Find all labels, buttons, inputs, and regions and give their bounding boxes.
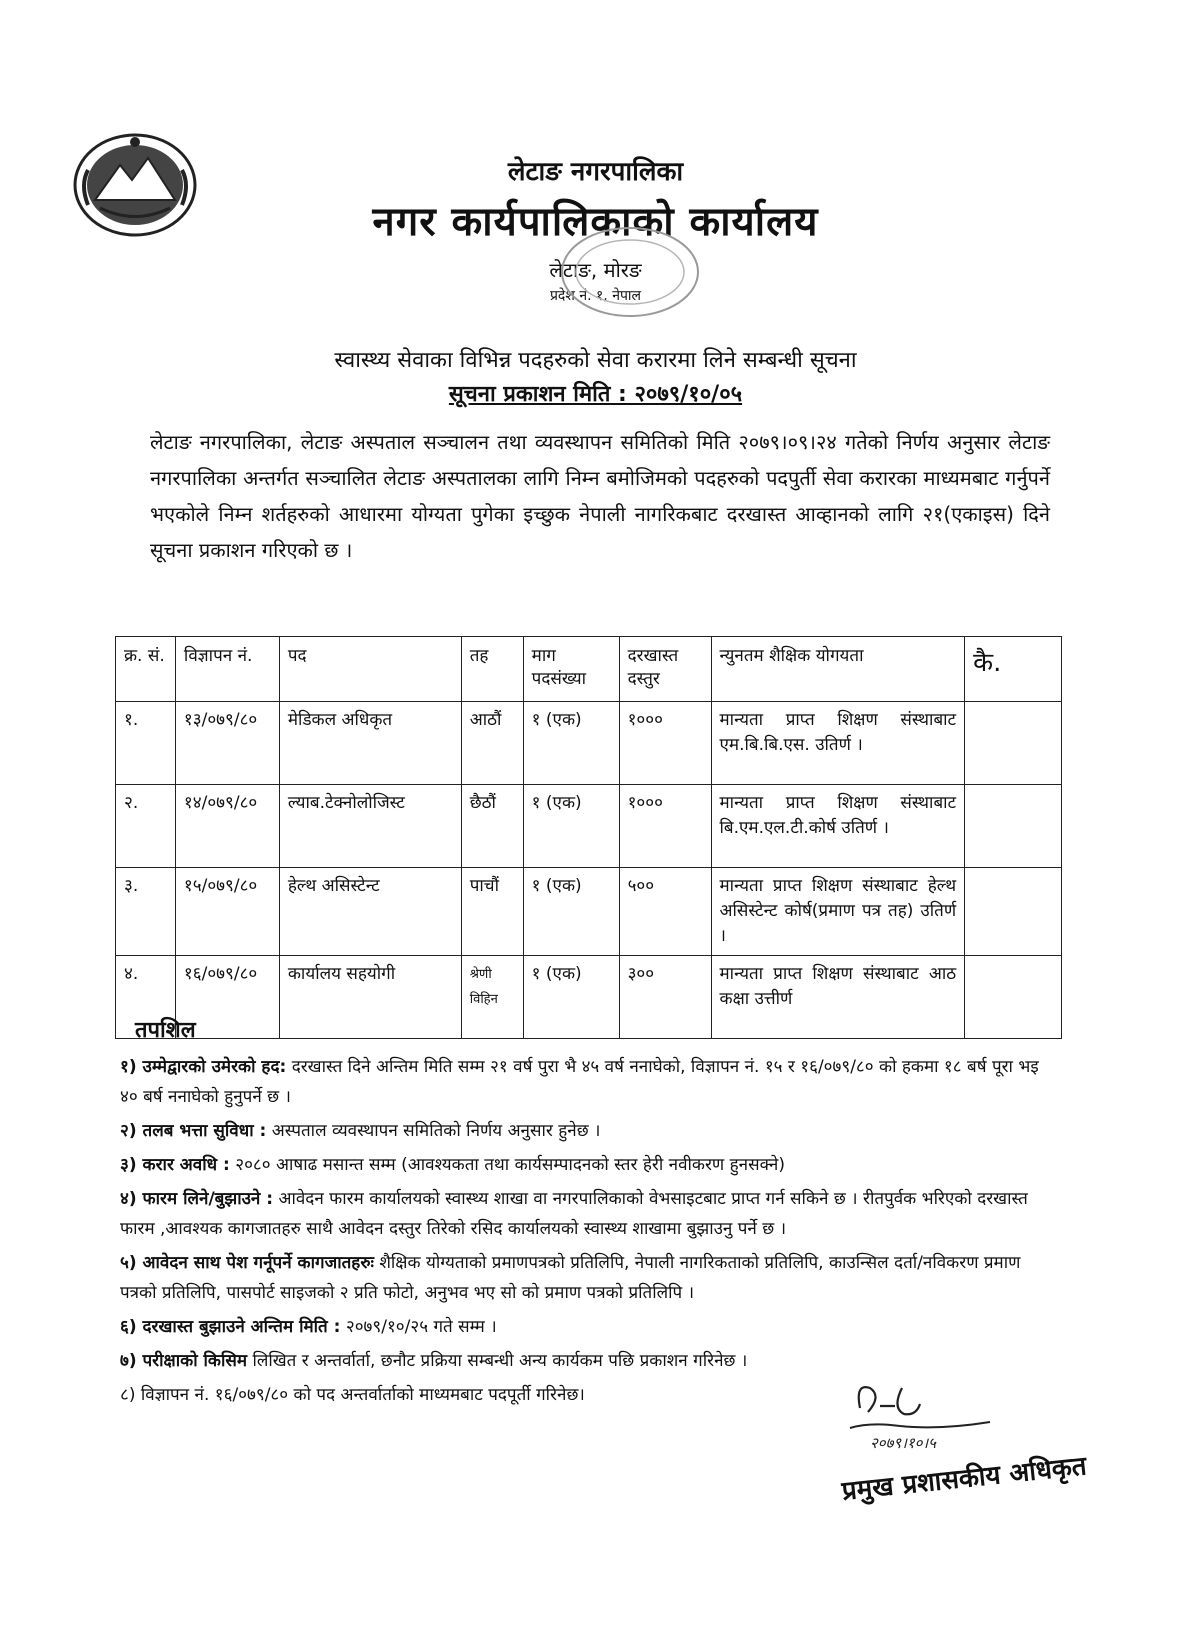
term-item bbox=[120, 1150, 1060, 1180]
term-item bbox=[120, 1346, 1060, 1376]
cell-fee: ३०० bbox=[619, 956, 711, 1039]
term-text: अस्पताल व्यवस्थापन समितिको निर्णय अनुसार हुनेछ । bbox=[271, 1121, 601, 1141]
cell-post: मेडिकल अधिकृत bbox=[279, 702, 461, 785]
term-text: २०७९/१०/२५ गते सम्म । bbox=[345, 1317, 497, 1337]
table-row bbox=[116, 868, 1062, 956]
cell-fee: ५०० bbox=[619, 868, 711, 956]
term-text: २०८० आषाढ मसान्त सम्म (आवश्यकता तथा कार्यसम्पादनको स्तर हेरी नवीकरण हुनसक्ने) bbox=[235, 1155, 785, 1175]
col-header-count: माग पदसंख्या bbox=[523, 637, 619, 702]
col-header-remarks: कै. bbox=[965, 637, 1062, 702]
notice-title: स्वास्थ्य सेवाका विभिन्न पदहरुको सेवा करारमा लिने सम्बन्धी सूचना bbox=[334, 348, 857, 373]
cell-serial: ४. bbox=[116, 956, 176, 1039]
cell-remarks bbox=[965, 868, 1062, 956]
cell-serial: ३. bbox=[116, 868, 176, 956]
cell-ad-no: १६/०७९/८० bbox=[175, 956, 279, 1039]
cell-ad-no: १४/०७९/८० bbox=[175, 785, 279, 868]
term-item bbox=[120, 1052, 1060, 1112]
cell-level: श्रेणी विहिन bbox=[461, 956, 523, 1039]
term-text: शैक्षिक योग्यताको प्रमाणपत्रको प्रतिलिपि, नेपाली नागरिकताको प्रतिलिपि, काउन्सिल दर्ता/नविकरण प्रमाण पत्रको प्रतिलिपि, पासपोर्ट साइजको २ प्रति फोटो, अनुभव भए सो को प्रमाण पत्रको प्रतिलिपि । bbox=[120, 1253, 1021, 1303]
cell-qualification: मान्यता प्राप्त शिक्षण संस्थाबाट बि.एम.एल.टी.कोर्ष उतिर्ण । bbox=[711, 785, 965, 868]
terms-heading: तपशिल bbox=[135, 1018, 196, 1043]
term-label: ६) दरखास्त बुझाउने अन्तिम मिति : bbox=[120, 1317, 341, 1337]
col-header-ad-no: विज्ञापन नं. bbox=[175, 637, 279, 702]
cell-serial: २. bbox=[116, 785, 176, 868]
cell-ad-no: १५/०७९/८० bbox=[175, 868, 279, 956]
cell-level: पाचौं bbox=[461, 868, 523, 956]
cell-remarks bbox=[965, 702, 1062, 785]
cell-post: ल्याब.टेक्नोलोजिस्ट bbox=[279, 785, 461, 868]
term-text: आवेदन फारम कार्यालयको स्वास्थ्य शाखा वा नगरपालिकाको वेभसाइटबाट प्राप्त गर्न सकिने छ । रीतपुर्वक भरिएको दरखास्त फारम ,आवश्यक कागजातहरु साथै आवेदन दस्तुर तिरेको रसिद कार्यालयको स्वास्थ्य शाखामा बुझाउनु पर्ने छ । bbox=[120, 1189, 1028, 1239]
col-header-qualification: न्युनतम शैक्षिक योगयता bbox=[711, 637, 965, 702]
term-label: १) उम्मेद्वारको उमेरको हद: bbox=[120, 1057, 287, 1077]
table-row bbox=[116, 956, 1062, 1039]
cell-count: १ (एक) bbox=[523, 956, 619, 1039]
term-text: ८) विज्ञापन नं. १६/०७९/८० को पद अन्तर्वार्ताको माध्यमबाट पदपूर्ती गरिनेछ। bbox=[120, 1385, 585, 1405]
term-label: २) तलब भत्ता सुविधा : bbox=[120, 1121, 267, 1141]
col-header-post: पद bbox=[279, 637, 461, 702]
cell-remarks bbox=[965, 956, 1062, 1039]
cell-ad-no: १३/०७९/८० bbox=[175, 702, 279, 785]
terms-list bbox=[120, 1052, 1060, 1414]
term-label: ७) परीक्षाको किसिम bbox=[120, 1351, 248, 1371]
cell-fee: १००० bbox=[619, 785, 711, 868]
cell-fee: १००० bbox=[619, 702, 711, 785]
office-province: प्रदेश नं. १, नेपाल bbox=[549, 288, 642, 304]
term-item bbox=[120, 1116, 1060, 1146]
cell-level: आठौं bbox=[461, 702, 523, 785]
col-header-level: तह bbox=[461, 637, 523, 702]
cell-post: कार्यालय सहयोगी bbox=[279, 956, 461, 1039]
cell-remarks bbox=[965, 785, 1062, 868]
cell-qualification: मान्यता प्राप्त शिक्षण संस्थाबाट एम.बि.बि.एस. उतिर्ण । bbox=[711, 702, 965, 785]
term-item bbox=[120, 1248, 1060, 1308]
term-text: लिखित र अन्तर्वार्ता, छनौट प्रक्रिया सम्बन्धी अन्य कार्यकम पछि प्रकाशन गरिनेछ । bbox=[252, 1351, 748, 1371]
cell-count: १ (एक) bbox=[523, 785, 619, 868]
signatory-title: प्रमुख प्रशासकीय अधिकृत bbox=[840, 1451, 1088, 1507]
cell-count: १ (एक) bbox=[523, 702, 619, 785]
col-header-serial: क्र. सं. bbox=[116, 637, 176, 702]
term-item bbox=[120, 1312, 1060, 1342]
cell-post: हेल्थ असिस्टेन्ट bbox=[279, 868, 461, 956]
publish-date: सूचना प्रकाशन मिति : २०७९/१०/०५ bbox=[448, 382, 743, 407]
municipality-name: लेटाङ नगरपालिका bbox=[507, 157, 684, 187]
term-label: ५) आवेदन साथ पेश गर्नूपर्ने कागजातहरुः bbox=[120, 1253, 374, 1273]
handwritten-signature-icon bbox=[840, 1378, 1000, 1458]
table-row bbox=[116, 702, 1062, 785]
office-seal-icon bbox=[555, 222, 705, 322]
cell-level: छैठौं bbox=[461, 785, 523, 868]
term-item bbox=[120, 1184, 1060, 1244]
cell-serial: १. bbox=[116, 702, 176, 785]
cell-qualification: मान्यता प्राप्त शिक्षण संस्थाबाट आठ कक्षा उत्तीर्ण bbox=[711, 956, 965, 1039]
vacancy-table bbox=[115, 636, 1062, 1039]
term-text: दरखास्त दिने अन्तिम मिति सम्म २१ वर्ष पुरा भै ४५ वर्ष ननाघेको, विज्ञापन नं. १५ र १६/०७९/८० को हकमा १८ बर्ष पूरा भइ ४० बर्ष ननाघेको हुनुपर्ने छ । bbox=[120, 1057, 1039, 1107]
table-row bbox=[116, 785, 1062, 868]
term-label: ४) फारम लिने/बुझाउने : bbox=[120, 1189, 274, 1209]
svg-text:२०७९।१०।५: २०७९।१०।५ bbox=[870, 1434, 936, 1452]
office-address: लेटाङ, मोरङ bbox=[549, 258, 642, 282]
cell-count: १ (एक) bbox=[523, 868, 619, 956]
term-label: ३) करार अवधि : bbox=[120, 1155, 230, 1175]
cell-qualification: मान्यता प्राप्त शिक्षण संस्थाबाट हेल्थ असिस्टेन्ट कोर्ष(प्रमाण पत्र तह) उतिर्ण । bbox=[711, 868, 965, 956]
office-name: नगर कार्यपालिकाको कार्यालय bbox=[372, 199, 819, 245]
col-header-fee: दरखास्त दस्तुर bbox=[619, 637, 711, 702]
intro-paragraph: लेटाङ नगरपालिका, लेटाङ अस्पताल सञ्चालन तथा व्यवस्थापन समितिको मिति २०७९।०९।२४ गतेको निर्णय अनुसार लेटाङ नगरपालिका अन्तर्गत सञ्चालित लेटाङ अस्पतालका लागि निम्न बमोजिमको पदहरुको पदपुर्ती सेवा करारका माध्यमबाट गर्नुपर्ने भएकोले निम्न शर्तहरुको आधारमा योग्यता पुगेका इच्छुक नेपाली नागरिकबाट दरखास्त आव्हानको लागि २१(एकाइस) दिने सूचना प्रकाशन गरिएको छ । bbox=[150, 430, 1050, 562]
table-header-row bbox=[116, 637, 1062, 702]
